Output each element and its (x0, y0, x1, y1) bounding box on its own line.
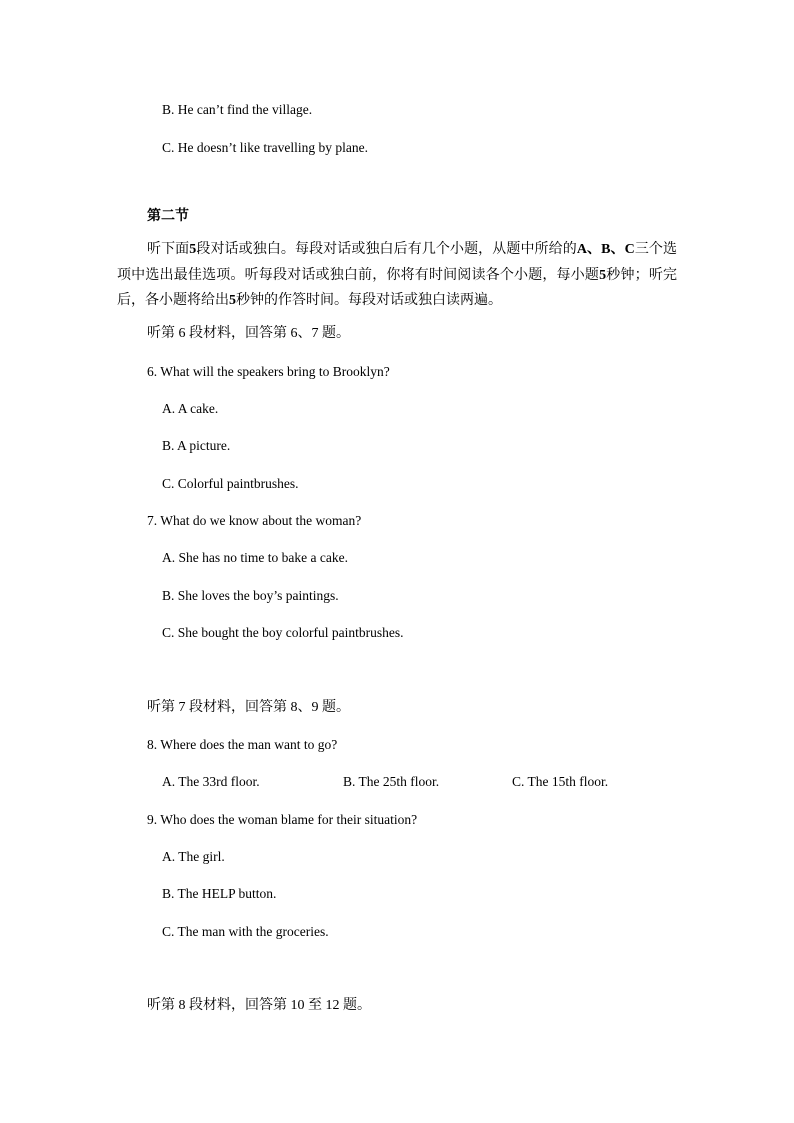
q7-option-c: C. She bought the boy colorful paintbrushes. (162, 625, 404, 640)
section-title: 第二节 (147, 209, 189, 224)
instr-abc: A、B、C (576, 242, 635, 257)
question-9: 9. Who does the woman blame for their situation? (147, 812, 418, 827)
question-8: 8. Where does the man want to go? (147, 737, 338, 752)
q7-option-a: A. She has no time to bake a cake. (162, 550, 348, 565)
q9-option-c: C. The man with the groceries. (162, 924, 329, 939)
q7-option-b: B. She loves the boy’s paintings. (162, 588, 339, 603)
q6-option-b: B. A picture. (162, 438, 231, 453)
instr-part-1: 听下面 (147, 242, 190, 257)
q8-option-c: C. The 15th floor. (512, 774, 609, 789)
instr-part-3: 三个选项中选出最佳选项。听每段对话或独白前，你将有时间阅读各个小题，每小题 (117, 242, 678, 283)
instr-num-2: 5 (599, 267, 607, 283)
instr-num-3: 5 (229, 293, 236, 308)
q9-option-b: B. The HELP button. (162, 886, 277, 901)
q8-option-b: B. The 25th floor. (343, 774, 440, 789)
q9-option-a: A. The girl. (162, 849, 225, 864)
q8-option-a: A. The 33rd floor. (162, 774, 260, 789)
material-6-header: 听第 6 段材料，回答第 6、7 题。 (147, 326, 350, 341)
instr-part-2: 段对话或独白。每段对话或独白后有几个小题，从题中所给的 (196, 242, 577, 257)
question-7: 7. What do we know about the woman? (147, 513, 362, 528)
question-6: 6. What will the speakers bring to Brooklyn? (147, 364, 390, 379)
q5-option-c: C. He doesn’t like travelling by plane. (162, 140, 368, 155)
instr-part-5: 秒钟的作答时间。每段对话或独白读两遍。 (236, 293, 502, 308)
material-8-header: 听第 8 段材料，回答第 10 至 12 题。 (147, 998, 371, 1013)
material-7-header: 听第 7 段材料，回答第 8、9 题。 (147, 700, 350, 715)
instr-num-1: 5 (189, 242, 197, 257)
q6-option-a: A. A cake. (162, 401, 219, 416)
q6-option-c: C. Colorful paintbrushes. (162, 476, 299, 491)
q5-option-b: B. He can’t find the village. (162, 102, 313, 117)
section-instructions (117, 237, 677, 314)
instr-part-4: 秒钟；听完后，各小题将给出 (117, 267, 678, 308)
